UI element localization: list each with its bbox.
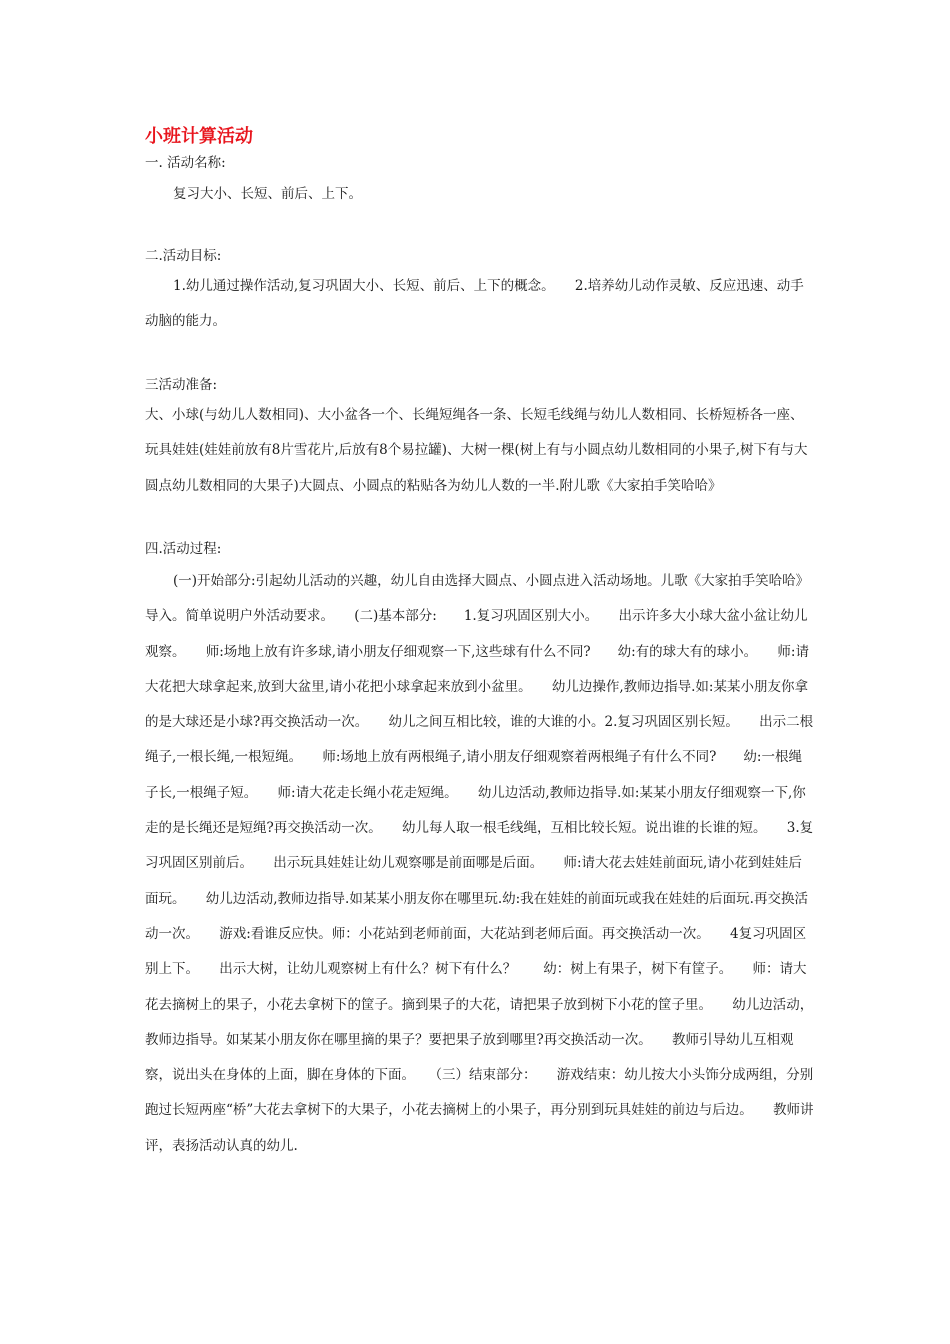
section4-content: (一)开始部分:引起幼儿活动的兴趣，幼儿自由选择大圆点、小圆点进入活动场地。儿歌《大家拍手笑哈哈》导入。简单说明户外活动要求。 (二)基本部分: 1.复习巩固区别大小。 出示许多大小球大盆小盆让幼儿观察。 师:场地上放有许多球,请小朋友仔细观察一下,这些球有什么不同? 幼:有的球大有的球小。 师:请大花把大球拿起来,放到大盆里,请小花把小球拿起来放到小盆里。 幼儿边操作,教师边指导.如:某某小朋友你拿的是大球还是小球?再交换活动一次。 幼儿之间互相比较，谁的大谁的小。2.复习巩固区别长短。 出示二根绳子,一根长绳,一根短绳。 师:场地上放有两根绳子,请小朋友仔细观察着两根绳子有什么不同? 幼:一根绳子长,一根绳子短。 师:请大花走长绳小花走短绳。 幼儿边活动,教师边指导.如:某某小朋友仔细观察一下,你走的是长绳还是短绳?再交换活动一次。 幼儿每人取一根毛线绳，互相比较长短。说出谁的长谁的短。 3.复习巩固区别前后。 出示玩具娃娃让幼儿观察哪是前面哪是后面。 师:请大花去娃娃前面玩,请小花到娃娃后面玩。 幼儿边活动,教师边指导.如某某小朋友你在哪里玩.幼:我在娃娃的前面玩或我在娃娃的后面玩.再交换活动一次。 游戏:看谁反应快。师：小花站到老师前面，大花站到老师后面。再交换活动一次。 4复习巩固区别上下。 出示大树，让幼儿观察树上有什么？树下有什么？ 幼：树上有果子，树下有筐子。 师：请大花去摘树上的果子，小花去拿树下的筐子。摘到果子的大花，请把果子放到树下小花的筐子里。 幼儿边活动，教师边指导。如某某小朋友你在哪里摘的果子？要把果子放到哪里?再交换活动一次。 教师引导幼儿互相观察，说出头在身体的上面，脚在身体的下面。 （三）结束部分： 游戏结束：幼儿按大小头饰分成两组，分别跑过长短两座“桥”大花去拿树下的大果子，小花去摘树上的小果子，再分别到玩具娃娃的前边与后边。 教师讲评，表扬活动认真的幼儿. (145, 573, 814, 1154)
section3-heading: 三活动准备: (145, 377, 218, 393)
document-title: 小班计算活动 (145, 126, 253, 147)
section4-heading: 四.活动过程: (145, 541, 222, 557)
section2-heading: 二.活动目标: (145, 248, 222, 264)
section3-content: 大、小球(与幼儿人数相同)、大小盆各一个、长绳短绳各一条、长短毛线绳与幼儿人数相同、长桥短桥各一座、玩具娃娃(娃娃前放有8片雪花片,后放有8个易拉罐)、大树一棵(树上有与小圆点幼儿数相同的小果子,树下有与大圆点幼儿数相同的大果子)大圆点、小圆点的粘贴各为幼儿人数的一半.附儿歌《大家拍手笑哈哈》 (145, 407, 808, 494)
section1-heading: 一. 活动名称: (145, 155, 226, 171)
section1-content: 复习大小、长短、前后、上下。 (173, 186, 362, 202)
section2-content: 1.幼儿通过操作活动,复习巩固大小、长短、前后、上下的概念。 2.培养幼儿动作灵敏、反应迅速、动手动脑的能力。 (145, 278, 804, 330)
